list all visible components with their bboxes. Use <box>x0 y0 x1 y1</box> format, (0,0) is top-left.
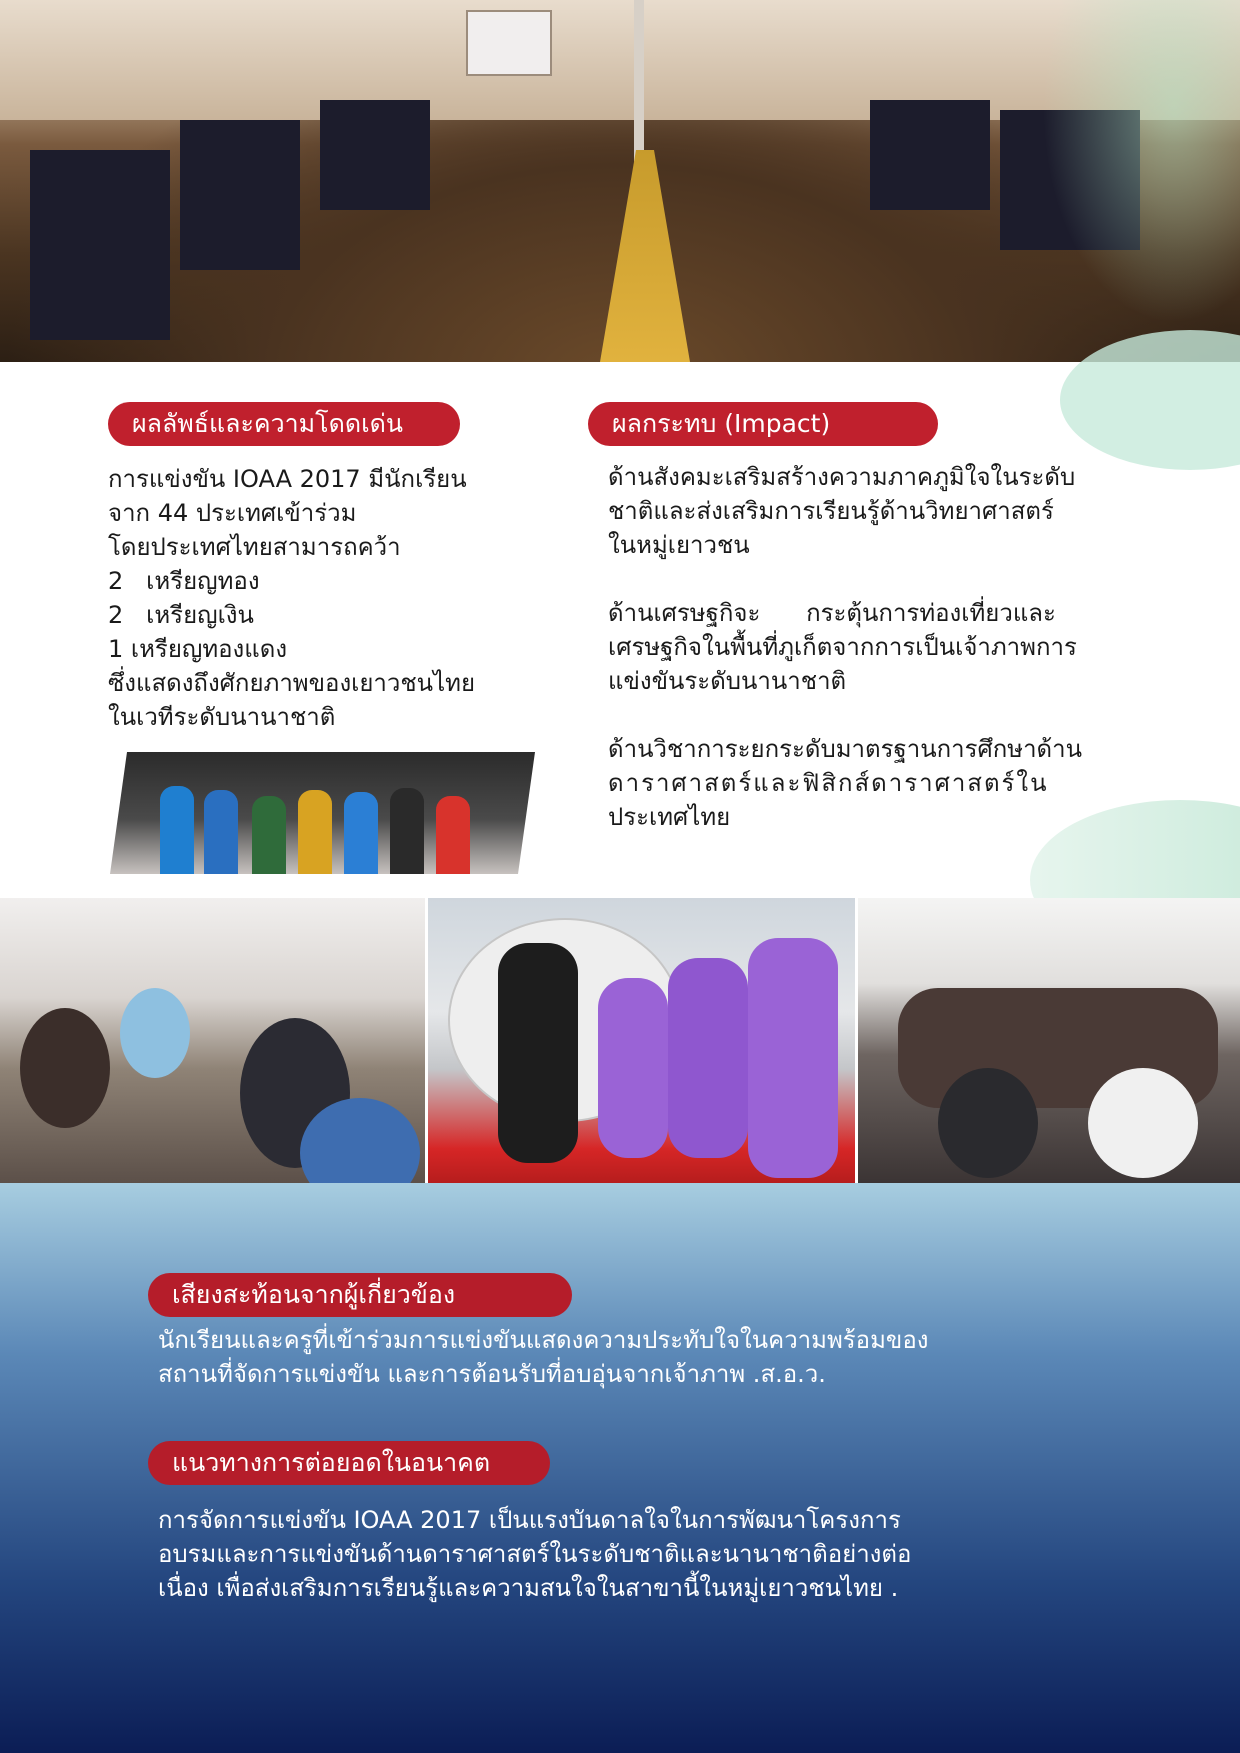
team-member <box>252 796 286 874</box>
impact-academic-line: ด้านวิชาการะยกระดับมาตรฐานการศึกษาด้าน <box>608 735 1083 763</box>
team-member <box>204 790 238 874</box>
results-line: ซึ่งแสดงถึงศักยภาพของเยาวชนไทย <box>108 669 476 697</box>
impact-economic-line: แข่งขันระดับนานาชาติ <box>608 667 847 695</box>
results-line: 2 เหรียญเงิน <box>108 601 254 629</box>
feedback-line: นักเรียนและครูที่เข้าร่วมการแข่งขันแสดงความประทับใจในความพร้อมของ <box>158 1326 929 1354</box>
results-line: 2 เหรียญทอง <box>108 567 260 595</box>
person-silhouette <box>668 958 748 1158</box>
impact-social-line: ด้านสังคมะเสริมสร้างความภาคภูมิใจในระดับ <box>608 463 1076 491</box>
team-photo <box>110 752 535 874</box>
impact-social-line: ในหมู่เยาวชน <box>608 531 750 559</box>
feedback-heading: เสียงสะท้อนจากผู้เกี่ยวข้อง <box>148 1273 572 1317</box>
impact-body <box>608 460 1148 834</box>
exam-booth <box>320 100 430 210</box>
impact-social-line: ชาติและส่งเสริมการเรียนรู้ด้านวิทยาศาสตร์ <box>608 497 1054 525</box>
results-body <box>108 462 548 734</box>
impact-economic-line: เศรษฐกิจในพื้นที่ภูเก็ตจากการเป็นเจ้าภาพการ <box>608 633 1077 661</box>
impact-academic-line: ประเทศไทย <box>608 803 731 831</box>
person-silhouette <box>1088 1068 1198 1178</box>
future-line: อบรมและการแข่งขันด้านดาราศาสตร์ในระดับชาติและนานาชาติอย่างต่อ <box>158 1540 912 1568</box>
results-line: ในเวทีระดับนานาชาติ <box>108 703 336 731</box>
hero-photo-exam-hall <box>0 0 1240 362</box>
exam-booth <box>180 120 300 270</box>
lower-panel <box>0 1183 1240 1753</box>
team-member <box>436 796 470 874</box>
results-line: จาก 44 ประเทศเข้าร่วม <box>108 499 357 527</box>
person-silhouette <box>598 978 668 1158</box>
carpet-aisle <box>600 150 690 362</box>
person-silhouette <box>120 988 190 1078</box>
team-member <box>344 792 378 874</box>
activity-photo-crowd <box>858 898 1240 1183</box>
impact-economic-line: ด้านเศรษฐกิจะ กระตุ้นการท่องเที่ยวและ <box>608 599 1056 627</box>
feedback-line: สถานที่จัดการแข่งขัน และการต้อนรับที่อบอุ่นจากเจ้าภาพ .ส.อ.ว. <box>158 1360 826 1388</box>
future-line: การจัดการแข่งขัน IOAA 2017 เป็นแรงบันดาลใจในการพัฒนาโครงการ <box>158 1506 901 1534</box>
team-member <box>390 788 424 874</box>
person-silhouette <box>748 938 838 1178</box>
photo-overlay <box>1020 0 1240 360</box>
future-line: เนื่อง เพื่อส่งเสริมการเรียนรู้และความสนใจในสาขานี้ในหมู่เยาวชนไทย . <box>158 1574 899 1602</box>
results-heading: ผลลัพธ์และความโดดเด่น <box>108 402 460 446</box>
exam-booth <box>870 100 990 210</box>
future-body <box>158 1503 1118 1605</box>
feedback-body <box>158 1323 1118 1391</box>
person-silhouette <box>20 1008 110 1128</box>
person-silhouette <box>498 943 578 1163</box>
team-member <box>160 786 194 874</box>
exam-booth <box>30 150 170 340</box>
results-line: 1 เหรียญทองแดง <box>108 635 288 663</box>
future-heading: แนวทางการต่อยอดในอนาคต <box>148 1441 550 1485</box>
team-member <box>298 790 332 874</box>
impact-heading: ผลกระทบ (Impact) <box>588 402 938 446</box>
projector-screen <box>466 10 552 76</box>
activity-photo-planetarium <box>428 898 855 1183</box>
activity-photo-discussion <box>0 898 425 1183</box>
person-silhouette <box>938 1068 1038 1178</box>
impact-academic-line: ดาราศาสตร์และฟิสิกส์ดาราศาสตร์ใน <box>608 769 1049 797</box>
results-line: โดยประเทศไทยสามารถคว้า <box>108 533 401 561</box>
results-line: การแข่งขัน IOAA 2017 มีนักเรียน <box>108 465 467 493</box>
